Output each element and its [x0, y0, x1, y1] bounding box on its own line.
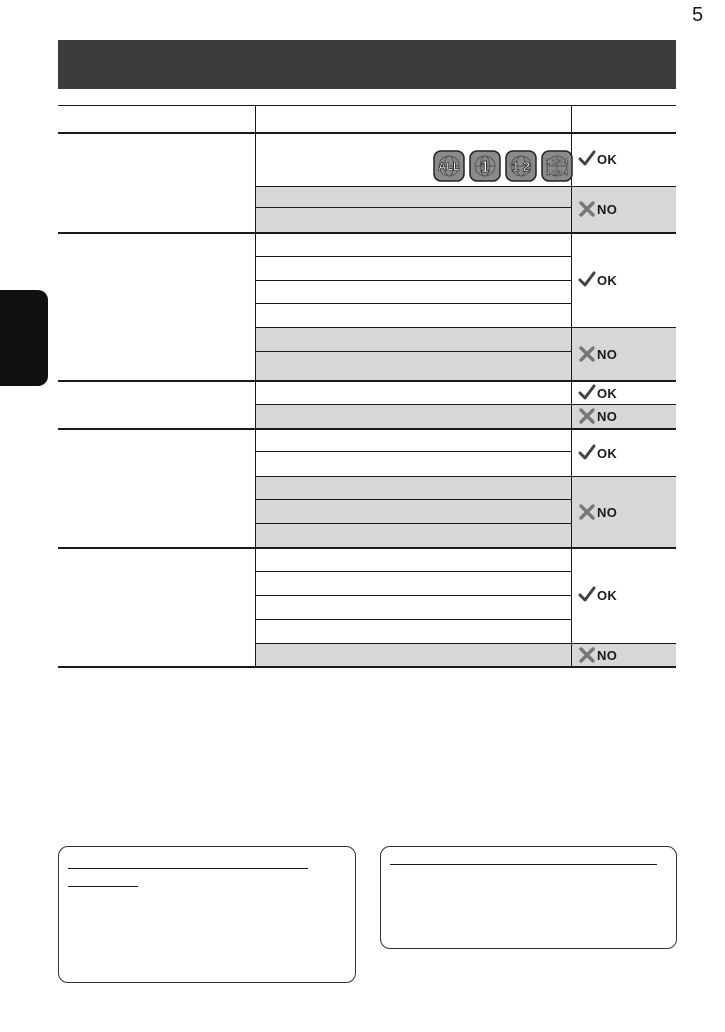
verdict-label: OK: [597, 385, 618, 401]
check-icon: [578, 444, 596, 462]
verdict-no: [578, 200, 617, 218]
row-separator: [255, 351, 571, 352]
box-heading-rule: [390, 864, 657, 865]
cross-icon: [578, 200, 596, 218]
caution-box-right: [380, 846, 677, 949]
caution-box-left: [58, 846, 356, 983]
compatibility-table: [58, 105, 676, 668]
header-bar: [58, 40, 676, 89]
region-icons: [433, 150, 573, 182]
check-icon: [578, 586, 596, 604]
region-1-icon: [469, 150, 501, 182]
row-separator: [255, 404, 676, 405]
verdict-no: [578, 646, 617, 664]
cross-icon: [578, 646, 596, 664]
svg-text:1 2 3 4: 1 2 3 4: [546, 157, 569, 166]
svg-text:1 2 3 4: 1 2 3 4: [546, 168, 569, 177]
svg-text:ALL: ALL: [438, 161, 460, 173]
verdict-ok: [578, 150, 617, 168]
column-divider: [255, 105, 256, 668]
cross-icon: [578, 407, 596, 425]
row-separator: [255, 476, 676, 477]
table-bottom-rule: [58, 666, 676, 668]
row-separator: [255, 207, 571, 208]
verdict-ok: [578, 444, 617, 462]
verdict-ok: [578, 586, 617, 604]
group-separator: [58, 428, 676, 430]
verdict-label: OK: [597, 587, 618, 603]
group-separator: [58, 232, 676, 234]
check-icon: [578, 150, 596, 168]
row-separator: [255, 643, 676, 644]
row-separator: [255, 595, 571, 596]
row-separator: [255, 619, 571, 620]
row-separator: [255, 280, 571, 281]
page-number: 5: [692, 4, 704, 26]
row-separator: [255, 571, 571, 572]
row-separator: [255, 523, 571, 524]
region-all-icon: [433, 150, 465, 182]
verdict-ok: [578, 271, 617, 289]
region-1-2-3-4-icon: [541, 150, 573, 182]
region-1-2-icon: [505, 150, 537, 182]
cross-icon: [578, 345, 596, 363]
verdict-no: [578, 407, 617, 425]
row-separator: [255, 327, 676, 328]
verdict-label: OK: [597, 272, 618, 288]
verdict-label: OK: [597, 445, 618, 461]
box-heading-rule: [68, 868, 308, 869]
svg-text:1: 1: [480, 159, 490, 176]
verdict-label: NO: [597, 201, 618, 217]
svg-text:1 2: 1 2: [511, 159, 531, 174]
box-heading-rule: [68, 886, 138, 887]
row-separator: [255, 256, 571, 257]
row-separator: [255, 451, 571, 452]
verdict-label: NO: [597, 408, 618, 424]
row-separator: [255, 499, 571, 500]
verdict-label: OK: [597, 151, 618, 167]
language-side-tab: [0, 290, 48, 386]
column-divider: [571, 105, 572, 668]
row-separator: [255, 303, 571, 304]
header-rule: [58, 132, 676, 134]
verdict-label: NO: [597, 504, 618, 520]
check-icon: [578, 384, 596, 402]
verdict-label: NO: [597, 346, 618, 362]
row-separator: [255, 186, 676, 187]
verdict-ok: [578, 384, 617, 402]
cross-icon: [578, 503, 596, 521]
group-separator: [58, 547, 676, 549]
check-icon: [578, 271, 596, 289]
verdict-label: NO: [597, 647, 618, 663]
group-separator: [58, 380, 676, 382]
verdict-no: [578, 503, 617, 521]
table-top-rule: [58, 105, 676, 106]
verdict-no: [578, 345, 617, 363]
